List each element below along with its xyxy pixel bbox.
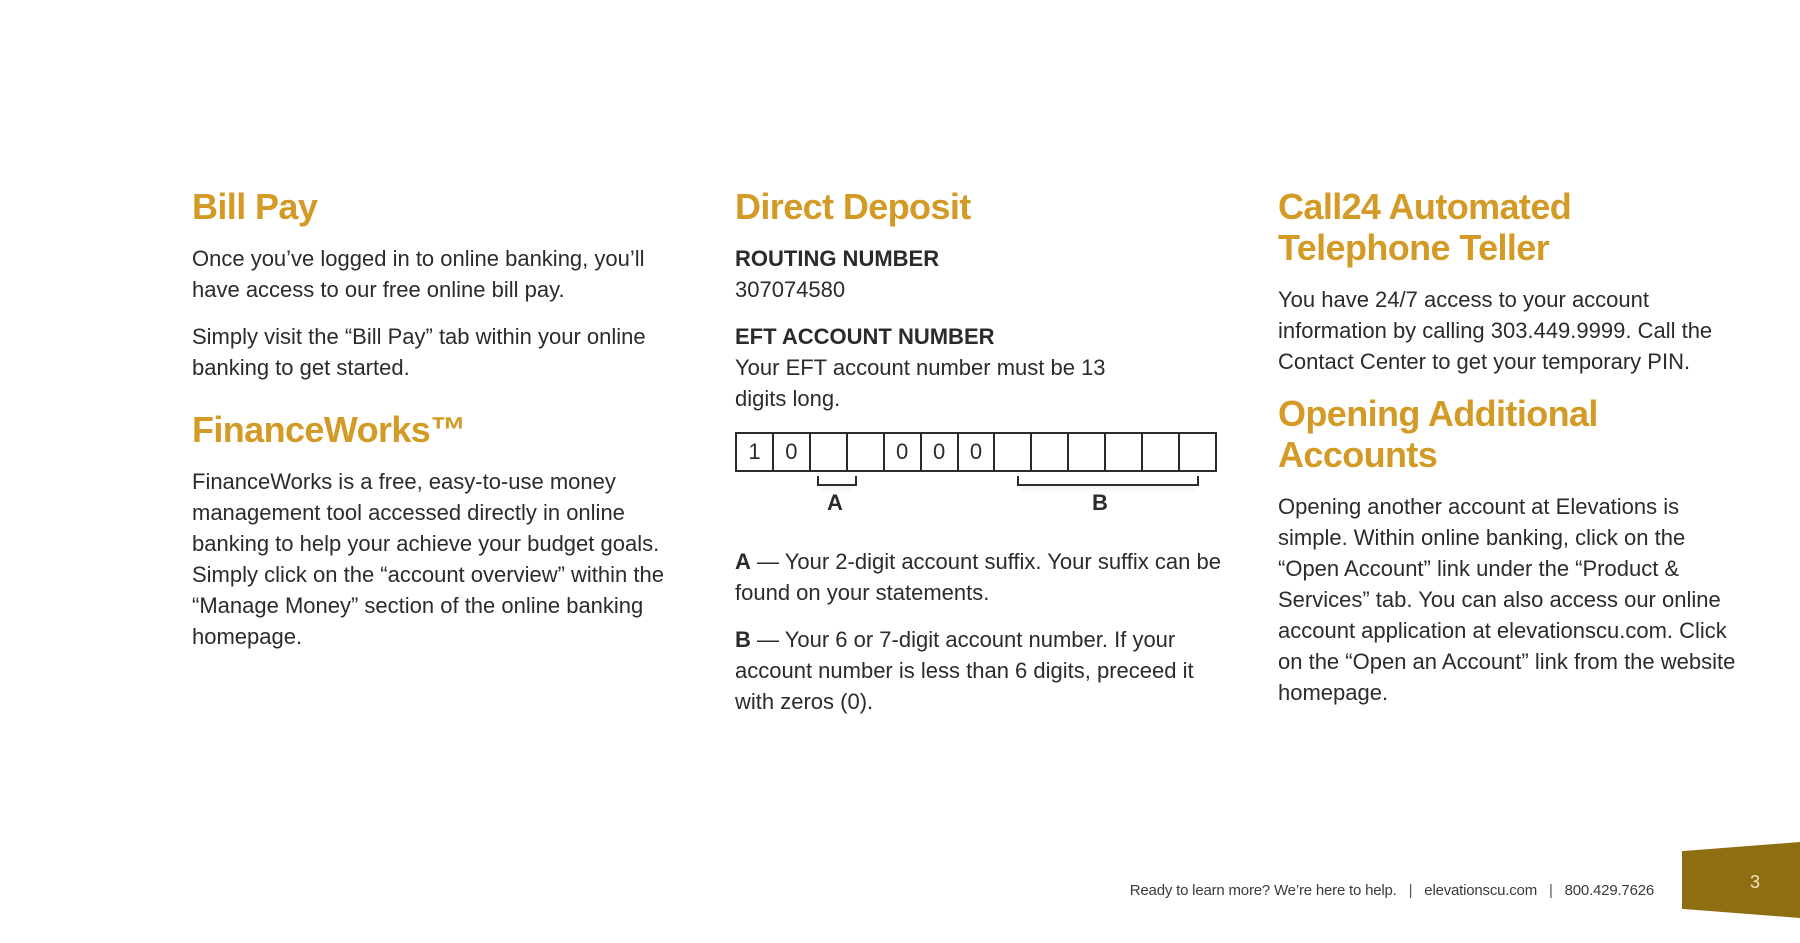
financeworks-heading: FinanceWorks™: [192, 409, 466, 450]
eft-account-number-label: EFT ACCOUNT NUMBER: [735, 324, 995, 349]
footer-tagline: Ready to learn more? We’re here to help.: [1129, 882, 1397, 899]
footer-separator: |: [1548, 882, 1553, 899]
bill-pay-paragraph-2: Simply visit the “Bill Pay” tab within your online banking to get started.: [192, 324, 646, 380]
bracket-label-a: A: [827, 490, 843, 515]
page-number-tab: [1682, 842, 1800, 918]
call24-heading: Call24 Automated Telephone Teller: [1278, 186, 1572, 268]
opening-accounts-paragraph: Opening another account at Elevations is simple. Within online banking, click on the “Open Account” link under the “Product & Services” tab. You can also access our online account application at elevationscu.com. Click on the “Open an Account” link from the website homepage.: [1278, 494, 1736, 705]
eft-digit-cell: 0: [959, 434, 996, 470]
eft-digit-cell: 1: [737, 434, 774, 470]
note-a-text: — Your 2-digit account suffix. Your suffix can be found on your statements.: [735, 549, 1221, 605]
opening-accounts-heading: Opening Additional Accounts: [1278, 393, 1598, 475]
footer-separator: |: [1408, 882, 1413, 899]
eft-digit-cell: 0: [885, 434, 922, 470]
eft-digit-diagram: [735, 432, 1215, 515]
eft-digit-cell: [1032, 434, 1069, 470]
page-number: 3: [1749, 872, 1760, 892]
eft-digit-cells: [735, 432, 1217, 472]
eft-digit-cell: [1180, 434, 1215, 470]
eft-digit-cell: [811, 434, 848, 470]
note-a: [735, 546, 1235, 608]
footer-website-link[interactable]: elevationscu.com: [1424, 882, 1537, 899]
bracket-label-b: B: [1092, 490, 1108, 515]
note-b: [735, 624, 1235, 717]
eft-digit-cell: [1069, 434, 1106, 470]
call24-paragraph: You have 24/7 access to your account information by calling 303.449.9999. Call the Contact Center to get your temporary PIN.: [1278, 287, 1713, 374]
column-left: [192, 186, 692, 668]
eft-digit-cell: [1143, 434, 1180, 470]
eft-digit-cell: [848, 434, 885, 470]
eft-digit-cell: [995, 434, 1032, 470]
bill-pay-heading: Bill Pay: [192, 186, 318, 227]
financeworks-paragraph: FinanceWorks is a free, easy-to-use money management tool accessed directly in online banking to help your achieve your budget goals. Simply click on the “account overview” within the “Manage Money” section of the online banking homepage.: [192, 469, 664, 649]
account-number-bracket: [1017, 476, 1199, 486]
direct-deposit-heading: Direct Deposit: [735, 186, 971, 227]
footer: [1130, 882, 1654, 899]
routing-number-value: 307074580: [735, 277, 846, 302]
eft-digit-cell: 0: [774, 434, 811, 470]
column-right: [1278, 186, 1748, 724]
column-middle: [735, 186, 1235, 733]
eft-notes: [735, 546, 1235, 717]
note-a-key: A: [735, 549, 751, 574]
eft-digit-cell: 0: [922, 434, 959, 470]
note-b-key: B: [735, 627, 751, 652]
note-b-text: — Your 6 or 7-digit account number. If your account number is less than 6 digits, preceed it with zeros (0).: [735, 627, 1194, 714]
eft-digit-cell: [1106, 434, 1143, 470]
footer-phone: 800.429.7626: [1564, 882, 1654, 899]
routing-number-label: ROUTING NUMBER: [735, 246, 940, 271]
suffix-bracket: [817, 476, 857, 486]
bill-pay-paragraph-1: Once you’ve logged in to online banking, you’ll have access to our free online bill pay.: [192, 246, 645, 302]
eft-account-number-description: Your EFT account number must be 13 digits long.: [735, 355, 1106, 411]
